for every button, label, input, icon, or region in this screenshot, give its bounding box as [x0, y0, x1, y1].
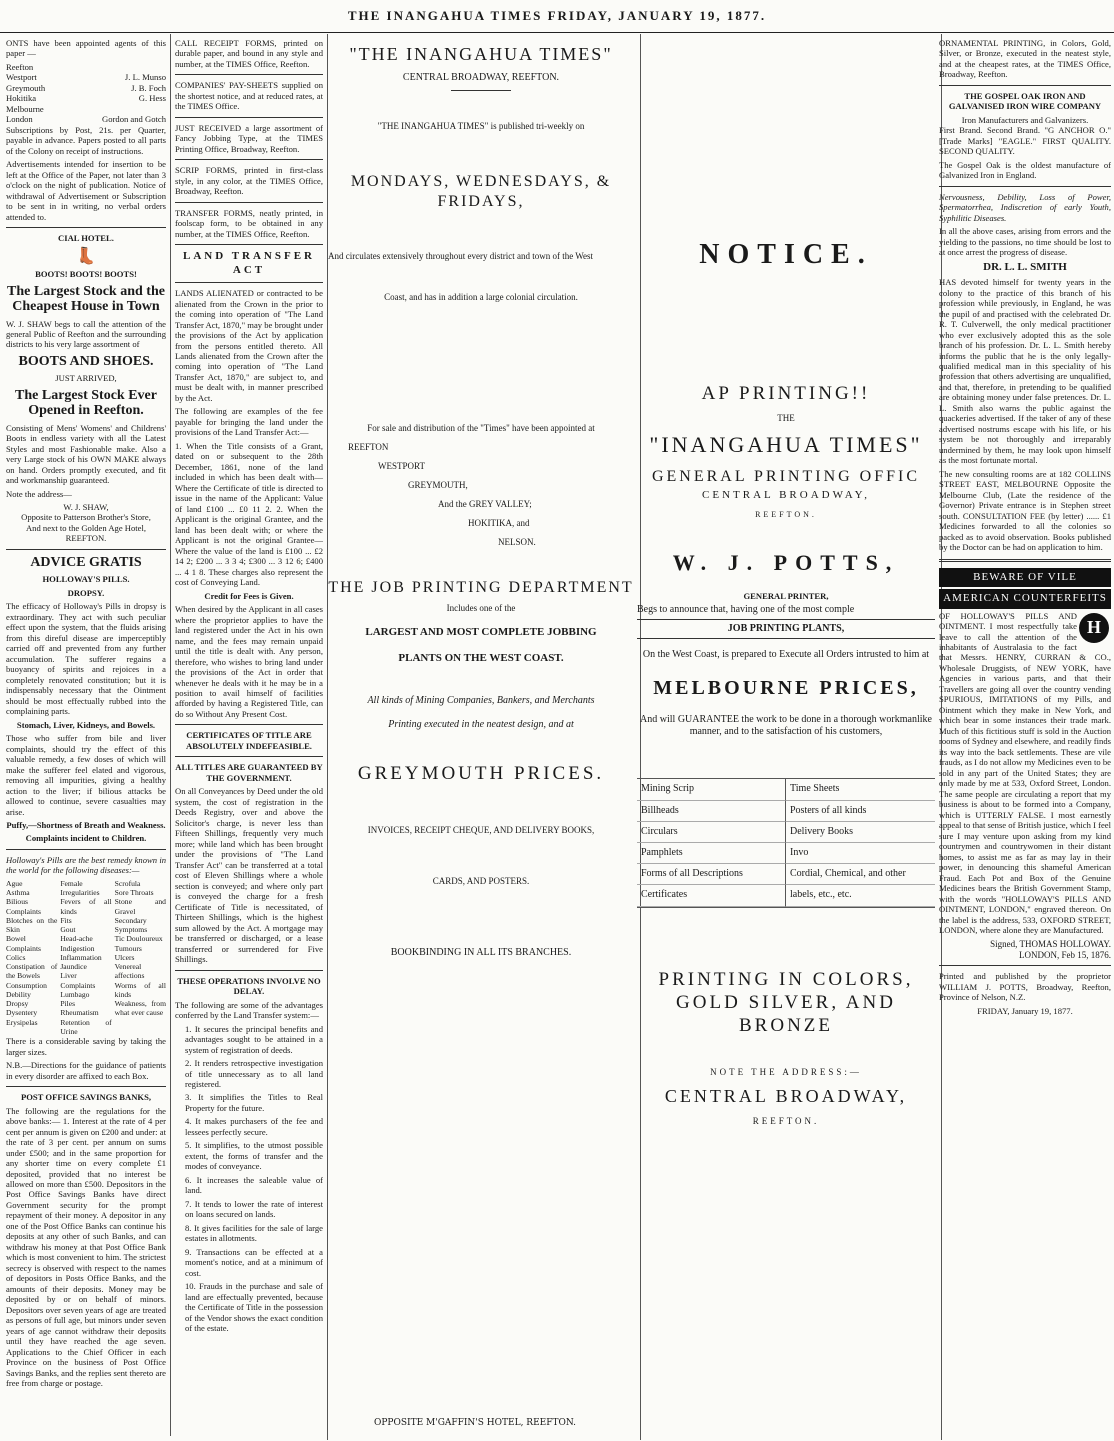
advantage-item: 10. Frauds in the purchase and sale of land are effectually prevented, because the Certificate of Title in the possession of the Vendor shows the exact condition of the estate. — [185, 1281, 323, 1334]
broadway-text: CENTRAL BROADWAY, — [702, 488, 870, 501]
greymouth-prices: GREYMOUTH PRICES. — [357, 762, 605, 784]
puffy-heading: Puffy,—Shortness of Breath and Weakness. — [6, 819, 166, 830]
disease-item: Weakness, from what ever cause — [114, 999, 166, 1018]
disease-item: Secondary Symptoms — [114, 915, 148, 935]
shaw-text: W. J. SHAW begs to call the attention of the general Public of Reefton and the surrounding districts to his very large assortment of — [6, 318, 166, 350]
agent-row — [6, 83, 166, 93]
printing-item: Delivery Books — [786, 822, 935, 843]
agent-row — [6, 72, 166, 82]
dropsy-heading: DROPSY. — [67, 587, 105, 598]
smith-text: HAS devoted himself for twenty years in the colony to the practice of this branch of his profession while previously, in England, he was the pupil of and practised with the celebrated Dr. R. T. Culverwell, the only medical practitioner who ever exclusively adopted this as the sole branch of his profession. Dr. L. L. Smith hereby informs the public that he is the only legally-qualified medical man in this speciality of his profession that others advertising are unqualified, and that, therefore, in pretending to be qualified are obtaining money under false pretences. Dr. L. L. Smith also warns the public against the quackeries advertised. If the taker of any of these advertised nostrums escape with his life, or his system be not thoroughly and irreparably undermined by them, he may look upon himself as the most fortunate mortal. — [939, 277, 1111, 466]
printing-item: Circulars — [637, 822, 786, 843]
colors-heading: PRINTING IN COLORS, GOLD SILVER, AND BRONZE — [658, 968, 914, 1036]
agent-place: Hokitika — [6, 93, 37, 104]
central-broadway: CENTRAL BROADWAY, — [664, 1086, 908, 1107]
stomach-heading: Stomach, Liver, Kidneys, and Bowels. — [16, 719, 156, 730]
disease-item: Bilious Complaints — [6, 897, 42, 916]
ornamental-ad: ORNAMENTAL PRINTING, in Colors, Gold, Silver, or Bronze, executed in the neatest style, and at the cheapest rates, at the TIMES Office, Broadway, Reefton. — [939, 38, 1111, 80]
agent-place: Reefton — [6, 61, 34, 72]
disease-item: Gout — [60, 925, 76, 935]
footer-address: OPPOSITE M'GAFFIN'S HOTEL, REEFTON. — [373, 1418, 577, 1428]
london-date: LONDON, Feb 15, 1876. — [1019, 949, 1111, 960]
disease-item: Jaundice — [60, 962, 87, 972]
circulates-text: And circulates extensively throughout every district and town of the West — [328, 251, 594, 262]
printing-text: Printing executed in the neatest design, and at — [388, 719, 574, 731]
place-item: REEFTON — [348, 442, 389, 453]
place-item: HOKITIKA, and — [468, 517, 530, 528]
disease-item: Sore Throats — [114, 888, 154, 898]
disease-item: Lumbago — [60, 989, 90, 999]
disease-item: Head-ache — [60, 934, 93, 944]
west-coast-text: On the West Coast, is prepared to Execute all Orders intrusted to him at — [642, 649, 930, 661]
plants-text: PLANTS ON THE WEST COAST. — [398, 651, 564, 664]
advantage-item: 7. It tends to lower the rate of interest on loans secured on lands. — [185, 1198, 323, 1220]
places-list — [328, 442, 634, 548]
subscriptions: Subscriptions by Post, 21s. per Quarter, payable in advance. Papers posted to all parts of the Colony on receipt of instructions. — [6, 124, 166, 156]
saving-text: There is a considerable saving by taking the larger sizes. — [6, 1036, 166, 1057]
times-address: CENTRAL BROADWAY, REEFTON. — [402, 71, 560, 83]
advantage-item: 2. It renders retrospective investigation of title unnecessary as to all land registered. — [185, 1058, 323, 1089]
just-received-ad: JUST RECEIVED a large assortment of Fancy Jobbing Type, at the TIMES Printing Office, Broadway, Reefton. — [175, 122, 323, 154]
printing-item: labels, etc., etc. — [786, 885, 935, 906]
imprint-text: Printed and published by the proprietor WILLIAM J. POTTS, Broadway, Reefton, Province of Nelson, N.Z. — [939, 971, 1111, 1003]
cards-text: CARDS, AND POSTERS. — [432, 875, 530, 886]
agent-row — [6, 62, 166, 72]
disease-item: Constipation of the Bowels — [6, 962, 58, 981]
printing-item: Cordial, Chemical, and other — [786, 864, 935, 885]
disease-item: Bowel Complaints — [6, 934, 42, 953]
guarantee-text: And will GUARANTEE the work to be done in a thorough workmanlike manner, and to the satisfaction of his customers, — [640, 714, 932, 738]
disease-item: Tumours — [114, 943, 142, 953]
place-item: WESTPORT — [378, 461, 425, 472]
agent-row — [6, 104, 166, 114]
disease-item: Fevers of all kinds — [60, 897, 112, 916]
gospel-note: The Gospel Oak is the oldest manufacture of Galvanized Iron in England. — [939, 159, 1111, 181]
printing-item: Posters of all kinds — [786, 801, 935, 822]
agent-name: Gordon and Gotch — [102, 114, 166, 125]
call-receipt-ad: CALL RECEIPT FORMS, printed on durable paper, and bound in any style and number, at the TIMES Office, Reefton. — [175, 38, 323, 69]
the-text: THE — [777, 413, 795, 424]
printing-item: Forms of all Descriptions — [637, 864, 786, 885]
opposite-text: Opposite to Patterson Brother's Store, — [21, 512, 151, 523]
disease-item: Indigestion — [60, 943, 95, 953]
disease-item: Female Irregularities — [60, 878, 100, 898]
agents-line: For sale and distribution of the "Times" have been appointed at — [367, 423, 595, 434]
hotel-heading: CIAL HOTEL. — [58, 233, 114, 244]
agent-row — [6, 114, 166, 124]
disease-item: Tic Douloureux — [114, 934, 163, 944]
disease-item: Worms of all kinds — [114, 980, 166, 999]
cheap-printing-heading: AP PRINTING!! — [701, 383, 871, 405]
advantage-item: 1. It secures the principal benefits and advantages sought to be attained in a system of registration of deeds. — [185, 1023, 323, 1055]
printing-item: Mining Scrip — [637, 779, 786, 800]
holloway-logo-icon: H — [1079, 613, 1109, 643]
includes-text: Includes one of the — [446, 603, 516, 614]
days-text: MONDAYS, WEDNESDAYS, & FRIDAYS, — [350, 173, 612, 210]
disease-item: Colics — [6, 952, 26, 962]
largest-text: LARGEST AND MOST COMPLETE JOBBING — [365, 626, 597, 639]
advantages-list — [175, 1024, 323, 1334]
column-2 — [171, 34, 328, 1440]
coast-text: Coast, and has in addition a large colonial circulation. — [384, 292, 578, 303]
advantage-item: 3. It simplifies the Titles to Real Property for the future. — [185, 1092, 323, 1113]
land-text: LANDS ALIENATED or contracted to be alienated from the Crown in the prior to the coming into operation of "The Land Transfer Act, 1870," may be brought under the provisions of the Act by application from the persons entitled thereto. All Lands alienated from the Crown after the coming into operation of "The Land Transfer Act, 1870," are subject to, and must be dealt with, in manner prescribed by the Act. — [175, 288, 323, 403]
place-item: NELSON. — [498, 536, 536, 547]
begs-text: Begs to announce that, having one of the most comple — [637, 604, 855, 616]
advantage-item: 9. Transactions can be effected at a moment's notice, and at a minimum of cost. — [185, 1246, 323, 1278]
disease-item: Asthma — [6, 888, 30, 898]
job-dept-heading: THE JOB PRINTING DEPARTMENT — [328, 578, 634, 596]
reefton-2: REEFTON. — [752, 1116, 820, 1126]
agent-place: Westport — [6, 72, 37, 83]
reefton-text: REEFTON. — [755, 510, 817, 520]
post-office-text: The following are the regulations for the above banks:— 1. Interest at the rate of 4 per cent per annum is given on £200 and under: at the rate of 3 per cent. per annum on sums under £500; and in the same proportion for any shorter time on every complete £1 deposited, provided that no interest be allowed on more than £500. Depositors in the Post Office Savings Banks have direct Government security for the prompt repayment of their money. A depositor in any one of the Post Office Banks can continue his deposits at any other of such Banks, and can withdraw his money at that Post Office Bank which is most convenient to him. The strictest secrecy is observed with respect to the names of depositors in Posts Office Banks, and the amounts of their deposits. Money may be deposited by or on behalf of minors. Depositors over seven years of age are treated as persons of full age, but minors under seven years of age cannot withdraw their deposits until they have reached the age seven. Applications to the Chief Officer in each Province on the business of Post Office Savings Banks, and the replies sent thereto are free from charge or postage. — [6, 1105, 166, 1389]
disease-item: Stone and Gravel — [114, 897, 166, 916]
printing-item: Certificates — [637, 885, 786, 906]
golden-age-text: And next to the Golden Age Hotel, REEFTON. — [25, 522, 147, 544]
agent-place: London — [6, 114, 33, 125]
printing-item: Billheads — [637, 801, 786, 822]
general-printer: GENERAL PRINTER, — [743, 590, 829, 601]
advertisements-notice: Advertisements intended for insertion to be left at the Office of the Paper, not later than 3 o'clock on the night of publication. Notice of withdrawal of Advertisement or Subscription to be sent in in writing, no verbal orders attended to. — [6, 159, 166, 222]
stomach-text: Those who suffer from bile and liver complaints, should try the effect of this valuable remedy, a few doses of which will make the sufferer feel elated and vigorous, removing all impurities, giving a healthy action to the liver; if bilious attacks be allowed to continue, severe casualties may arise. — [6, 733, 166, 817]
column-1 — [0, 34, 171, 1436]
disease-item: Erysipelas — [6, 1017, 38, 1027]
gospel-sub: Iron Manufacturers and Galvanizers. — [961, 114, 1089, 125]
printing-item: Invo — [786, 843, 935, 864]
note-address: Note the address— — [6, 488, 72, 499]
invoices-text: INVOICES, RECEIPT CHEQUE, AND DELIVERY BOOKS, — [367, 824, 595, 835]
consisting-text: Consisting of Mens' Womens' and Childrens' Boots in endless variety with all the Latest Styles and most Fashionable make. Also a very Large stock of his OWN MAKE always on hand. Orders promptly executed, and fit and workmanship guaranteed. — [6, 422, 166, 486]
advantage-item: 6. It increases the saleable value of land. — [185, 1174, 323, 1196]
guaranteed-heading: ALL TITLES ARE GUARANTEED BY THE GOVERNMENT. — [175, 762, 323, 783]
agents-list — [6, 62, 166, 125]
column-3 — [322, 34, 641, 1440]
fees-text: 1. When the Title consists of a Grant, dated on or subsequent to the 28th December, 1861, none of the land included in which has been dealt with— Where the Certificate of title is directed to issue in the name of the Applicant: Value of land £100 ... £0 11 2. 2. When the Applicant is the original Grantee, and the land has been dealt with; or where the Applicant is not the original Grantee— Where the value of the land is £100 ... £2 14 2; £200 ... 3 3 4; £300 ... 3 12 6; £400 ... 4 1 8. These charges also represent the cost of Conveying Land. — [175, 440, 323, 588]
disease-item: Retention of Urine — [60, 1017, 112, 1036]
place-item: GREYMOUTH, — [408, 479, 468, 490]
bookbinding-text: BOOKBINDING IN ALL ITS BRANCHES. — [390, 946, 572, 958]
nervous-text: In all the above cases, arising from errors and the yielding to the passions, no time should be lost to at once arrest the progress of disease. — [939, 226, 1111, 258]
agent-name: J. B. Foch — [131, 82, 166, 93]
boots-shoes-heading: BOOTS AND SHOES. — [18, 353, 154, 369]
diseases-list — [6, 879, 166, 1036]
disease-item: Fits — [60, 915, 72, 925]
agent-name: G. Hess — [138, 93, 166, 104]
agent-place: Melbourne — [6, 103, 44, 114]
transfer-ad: TRANSFER FORMS, neatly printed, in foolscap form, to be obtained in any number, at the TIMES Office, Reefton. — [175, 207, 323, 239]
holloway-warning-text: OF HOLLOWAY'S PILLS AND OINTMENT. I most respectfully take leave to call the attention of the inhabitants of Australasia to the fact that Messrs. HENRY, CURRAN & CO., Wholesale Druggists, of NEW YORK, have Agencies in various parts, and that their Travellers are going all over the country vending SPURIOUS, IMITATIONS of my Pills, and Ointment which they make in New York, and which bear in some instances their trade mark. Much of this fictitious stuff is sold in the Auction rooms of Sydney and elsewhere, and readily finds its way into the back settlements. These are vile frauds, as I do not allow my Medicines even to be sold in any part of the United States; they are only made by me at 533, Oxford Street, London. The same people are circulating a report that my business is about to be formed into a Company, which is UTTERLY FALSE. I most earnestly appeal to that sense of British justice, which I feel sure I may venture upon asking from my kind countrymen and countrywomen in their distant homes, to assist me as far as may lay in their power, in denouncing this shameful American Fraud. Each Pot and Box of the Genuine Medicines bears the British Government Stamp, with the words "HOLLOWAY'S PILLS AND OINTMENT, LONDON," engraved thereon. On the label is the address, 533, OXFORD STREET, LONDON, where alone they are Manufactured. — [939, 610, 1111, 936]
smith-heading: DR. L. L. SMITH — [983, 260, 1067, 273]
job-plants-heading: JOB PRINTING PLANTS, — [637, 619, 935, 639]
operations-heading: THESE OPERATIONS INVOLVE NO DELAY. — [177, 975, 321, 997]
masthead-text: THE INANGAHUA TIMES FRIDAY, JANUARY 19, 1877. — [347, 8, 767, 23]
disease-item: Dropsy — [6, 999, 29, 1009]
disease-item: Ulcers — [114, 952, 135, 962]
printing-items-grid — [637, 778, 935, 907]
column-5 — [935, 34, 1114, 1440]
scrip-ad: SCRIP FORMS, printed in first-class style, in any color, at the TIMES Office, Broadway, Reefton. — [175, 165, 323, 197]
masthead — [0, 0, 1114, 33]
times-title-2: "INANGAHUA TIMES" — [649, 432, 923, 458]
disease-item: Venereal affections — [114, 962, 145, 981]
disease-item: Liver Complaints — [60, 971, 96, 990]
nervous-heading: Nervousness, Debility, Loss of Power, Spermatorrhea, Indiscretion of early Youth, Syphilitic Diseases. — [939, 191, 1111, 223]
gospel-brands: First Brand. Second Brand. "G ANCHOR O." [Trade Marks] "EAGLE." FIRST QUALITY. SECOND QUALITY. — [939, 125, 1111, 157]
disease-item: Dysentery — [6, 1008, 38, 1018]
counterfeits-banner: AMERICAN COUNTERFEITS — [939, 589, 1111, 608]
fees-intro: The following are examples of the fee payable for bringing the land under the provisions of the Land Transfer Act:— — [175, 406, 323, 438]
largest-stock-heading: The Largest Stock and the Cheapest House in Town — [7, 283, 165, 315]
advantage-item: 8. It gives facilities for the sale of large estates in allotments. — [185, 1222, 323, 1244]
signature: Signed, THOMAS HOLLOWAY. — [990, 938, 1111, 949]
column-4 — [631, 34, 942, 1440]
melbourne-prices: MELBOURNE PRICES, — [653, 676, 919, 699]
disease-item: Consumption — [6, 980, 47, 990]
note-address-2: NOTE THE ADDRESS:— — [710, 1067, 862, 1078]
companies-ad: COMPANIES' PAY-SHEETS supplied on the shortest notice, and at reduced rates, at the TIMES Office. — [175, 80, 323, 112]
disease-item: Inflammation — [60, 952, 102, 962]
printing-item: Pamphlets — [637, 843, 786, 864]
holloway-heading: HOLLOWAY'S PILLS. — [42, 574, 130, 585]
credit-text: When desired by the Applicant in all cases where the proprietor applies to have the land registered under the Act in his own name, and the fees may remain unpaid until the title is dealt with. Any person, therefore, who wishes to bring land under the provisions of the Act in order that whenever he deals with it he may be in a position to avail himself of facilities afforded by having a Registered Title, can do so Without Any Present Cost. — [175, 604, 323, 719]
diseases-intro: Holloway's Pills are the best remedy known in the world for the following diseases:— — [6, 854, 166, 876]
boot-icon: 👢 — [76, 247, 96, 265]
disease-item: Rheumatism — [60, 1008, 99, 1018]
agent-row — [6, 93, 166, 103]
directions-text: N.B.—Directions for the guidance of patients in every disorder are affixed to each Box. — [6, 1060, 166, 1081]
credit-heading: Credit for Fees is Given. — [204, 590, 294, 601]
largest-stock-opened: The Largest Stock Ever Opened in Reefton. — [15, 387, 157, 419]
land-transfer-heading: LAND TRANSFER ACT — [182, 250, 315, 276]
advantage-item: 4. It makes purchasers of the fee and lessees perfectly secure. — [185, 1116, 323, 1137]
boots-heading: BOOTS! BOOTS! BOOTS! — [35, 269, 137, 280]
office-heading: GENERAL PRINTING OFFIC — [651, 468, 921, 486]
guaranteed-text: On all Conveyances by Deed under the old system, the cost of registration in the Deeds Registry, over and above the Solicitor's charge, is never less than Fifteen Shillings, frequently very much more; while land which has been brought under the provisions of "The Land Transfer Act" can be transferred at a total cost of Eleven Shillings where a whole section is conveyed; and where only part is conveyed the charge for a fresh Certificate of Title is necessitated, of Thirteen Shillings, which is the highest sum allowed by the Act. A mortgage may be transferred or discharged, or a lease transferred or surrendered for Five Shillings. — [175, 786, 323, 965]
disease-item: Ague — [6, 878, 23, 888]
notice-heading: NOTICE. — [699, 239, 873, 270]
just-arrived: JUST ARRIVED, — [55, 373, 117, 384]
dropsy-text: The efficacy of Holloway's Pills in dropsy is extraordinary. They act with such peculiar effect upon the system, that the fluids arising from this direful disease are imperceptibly carried off and prevented from any further accumulation. The sufferer regains a buoyancy of spirits and rejoices in a completely renovated constitution; but it is indispensably necessary that the Ointment should be most effectually rubbed into the complaining parts. — [6, 601, 166, 717]
shaw-name: W. J. SHAW, — [63, 502, 109, 512]
post-office-heading: POST OFFICE SAVINGS BANKS, — [20, 1092, 152, 1103]
agents-intro: ONTS have been appointed agents of this paper — — [6, 38, 166, 59]
potts-heading: W. J. POTTS, — [672, 549, 900, 575]
gospel-heading: THE GOSPEL OAK IRON AND GALVANISED IRON WIRE COMPANY — [948, 90, 1102, 112]
advantages-intro: The following are some of the advantages conferred by the Land Transfer system:— — [175, 999, 323, 1021]
beware-banner: BEWARE OF VILE — [939, 568, 1111, 587]
advantage-item: 5. It simplifies, to the utmost possible extent, the forms of transfer and the modes of conveyance. — [185, 1140, 323, 1172]
place-item: And the GREY VALLEY; — [438, 498, 532, 509]
kinds-text: All kinds of Mining Companies, Bankers, and Merchants — [367, 695, 595, 707]
advice-heading: ADVICE GRATIS — [30, 554, 142, 570]
imprint-date: FRIDAY, January 19, 1877. — [977, 1005, 1073, 1016]
times-title: "THE INANGAHUA TIMES" — [349, 44, 613, 64]
certificates-heading: CERTIFICATES OF TITLE ARE ABSOLUTELY INDEFEASIBLE. — [186, 730, 312, 751]
disease-item: Blotches on the Skin — [6, 915, 58, 935]
published-text: "THE INANGAHUA TIMES" is published tri-weekly on — [377, 121, 585, 132]
agent-place: Greymouth — [6, 82, 46, 93]
agent-name: J. L. Munso — [124, 72, 166, 83]
disease-item: Piles — [60, 999, 76, 1009]
consulting-text: The new consulting rooms are at 182 COLLINS STREET EAST, MELBOURNE Opposite the Melbourne Club, (Late the residence of the Governor) Private entrance is in Stephen street south. CONSULTATION FEE (by letter) ...... £1 Medicines forwarded to all the colonies so packed as to avoid observation. Books published by the Doctor can be had on application to him. — [939, 468, 1111, 553]
disease-item: Scrofula — [114, 878, 141, 888]
printing-item: Time Sheets — [786, 779, 935, 800]
complaints-heading: Complaints incident to Children. — [25, 833, 147, 844]
disease-item: Debility — [6, 989, 31, 999]
